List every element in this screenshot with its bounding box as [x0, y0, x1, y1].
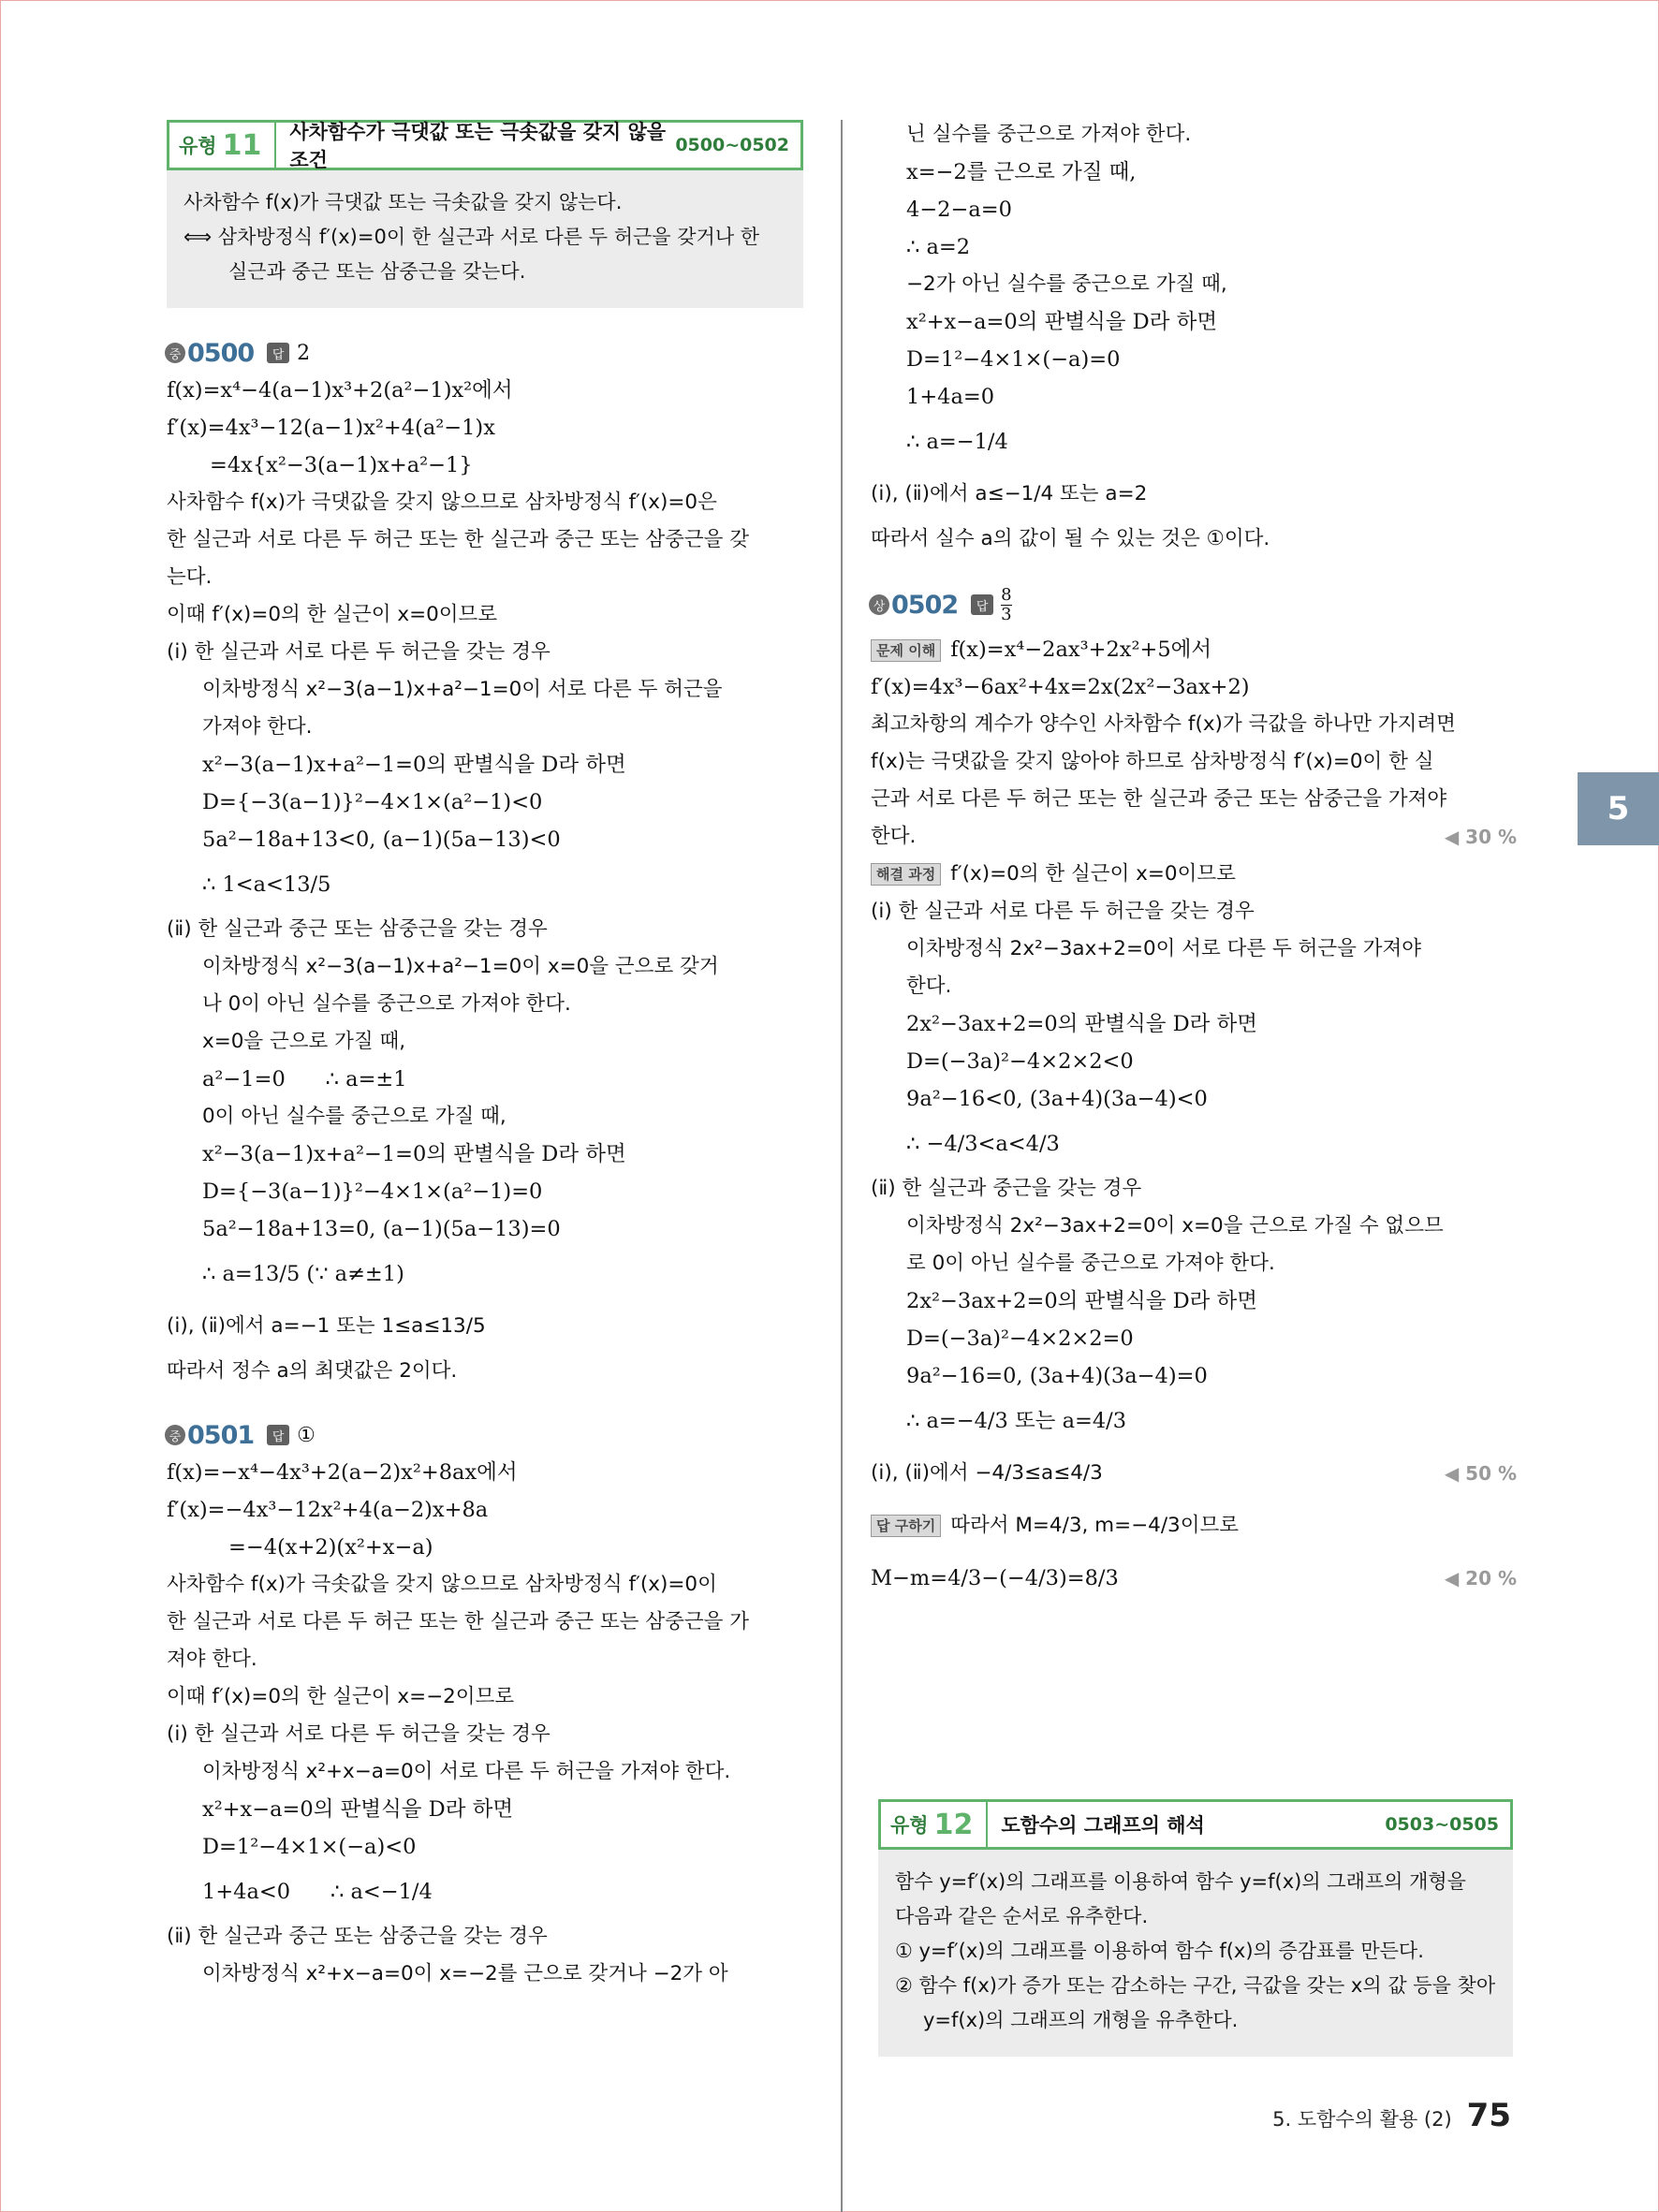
- summary-line: 다음과 같은 순서로 유추한다.: [895, 1905, 1149, 1927]
- solution-line: 사차함수 f(x)가 극솟값을 갖지 않으므로 삼차방정식 f′(x)=0이: [167, 1573, 717, 1596]
- answer-tag: 답: [971, 594, 993, 615]
- solution-line: 0이 아닌 실수를 중근으로 가질 때,: [202, 1105, 507, 1128]
- summary-line: 실근과 중근 또는 삼중근을 갖는다.: [228, 260, 526, 283]
- type11-number: 11: [222, 128, 262, 162]
- solution-line: 나 0이 아닌 실수를 중근으로 가져야 한다.: [202, 992, 571, 1016]
- solution-line: 져야 한다.: [167, 1648, 257, 1671]
- solution-line: x²+x−a=0의 판별식을 D라 하면: [202, 1797, 514, 1822]
- solution-line: f′(x)=4x³−12(a−1)x²+4(a²−1)x: [167, 416, 495, 440]
- solution-line: f′(x)=4x³−6ax²+4x=2x(2x²−3ax+2): [871, 675, 1250, 699]
- solution-line: M−m=4/3−(−4/3)=8/3: [871, 1566, 1119, 1590]
- solution-line: D={−3(a−1)}²−4×1×(a²−1)<0: [202, 790, 543, 814]
- solution-line: =−4(x+2)(x²+x−a): [228, 1535, 433, 1560]
- type12-summary: [878, 1850, 1513, 2057]
- type11-summary: [167, 170, 803, 308]
- column-divider: [841, 120, 843, 2212]
- solution-line: (ⅰ), (ⅱ)에서 −4/3≤a≤4/3: [871, 1461, 1103, 1485]
- type11-header: [167, 120, 803, 170]
- score-percent: ◀ 50 %: [1444, 1462, 1517, 1485]
- solution-line: ∴ a=13/5 (∵ a≠±1): [202, 1262, 404, 1286]
- solution-line: (ⅰ) 한 실근과 서로 다른 두 허근을 갖는 경우: [167, 1722, 551, 1746]
- solution-line: ∴ a=−4/3 또는 a=4/3: [906, 1409, 1127, 1433]
- type12-range: 0503~0505: [1385, 1814, 1499, 1835]
- solution-line: 따라서 정수 a의 최댓값은 2이다.: [167, 1359, 458, 1383]
- chapter-tab: 5: [1578, 772, 1659, 845]
- level-icon: 중: [165, 1425, 185, 1445]
- solution-line: D=(−3a)²−4×2×2<0: [906, 1049, 1134, 1074]
- step-tag-understand: 문제 이해: [871, 639, 941, 662]
- solution-line: ∴ −4/3<a<4/3: [906, 1132, 1060, 1156]
- problem-number: 0501: [187, 1420, 255, 1450]
- solution-line: 닌 실수를 중근으로 가져야 한다.: [906, 123, 1192, 146]
- solution-line: ∴ 1<a<13/5: [202, 872, 331, 897]
- answer-tag: 답: [267, 1425, 289, 1445]
- solution-line: 최고차항의 계수가 양수인 사차함수 f(x)가 극값을 하나만 가지려면: [871, 712, 1456, 736]
- problem-header: [165, 334, 803, 372]
- solution-line: 사차함수 f(x)가 극댓값을 갖지 않으므로 삼차방정식 f′(x)=0은: [167, 491, 717, 514]
- solution-line: 이때 f′(x)=0의 한 실근이 x=0이므로: [167, 603, 498, 626]
- level-icon: 중: [165, 343, 185, 363]
- solution-line: (ⅰ) 한 실근과 서로 다른 두 허근을 갖는 경우: [167, 640, 551, 664]
- solution-line: 4−2−a=0: [906, 198, 1012, 222]
- problem-0501: [167, 1416, 803, 1993]
- solution-line: ∴ a=2: [906, 235, 971, 259]
- problem-0500: [167, 334, 803, 1390]
- solution-row: [871, 818, 1517, 856]
- solution-line: 따라서 실수 a의 값이 될 수 있는 것은 ①이다.: [871, 527, 1270, 550]
- summary-line: ⟺ 삼차방정식 f′(x)=0이 한 실근과 서로 다른 두 허근을 갖거나 한: [184, 226, 760, 248]
- page-number: 75: [1466, 2097, 1511, 2134]
- problem-header: [165, 1416, 803, 1454]
- score-percent: ◀ 30 %: [1444, 826, 1517, 848]
- answer-denominator: 3: [1001, 604, 1012, 624]
- solution-line: ∴ a=−1/4: [906, 430, 1008, 454]
- solution-line: f′(x)=−4x³−12x²+4(a−2)x+8a: [167, 1498, 489, 1522]
- solution-line: 9a²−16=0, (3a+4)(3a−4)=0: [906, 1364, 1208, 1388]
- solution-line: 1+4a=0: [906, 385, 995, 409]
- solution-line: 이차방정식 x²+x−a=0이 서로 다른 두 허근을 가져야 한다.: [202, 1760, 731, 1783]
- solution-row: [871, 1552, 1517, 1604]
- step-tag-answer: 답 구하기: [871, 1515, 941, 1537]
- solution-line: 2x²−3ax+2=0의 판별식을 D라 하면: [906, 1289, 1258, 1313]
- solution-line: f′(x)=0의 한 실근이 x=0이므로: [950, 862, 1236, 886]
- summary-line: y=f(x)의 그래프의 개형을 유추한다.: [923, 2009, 1239, 2031]
- solution-line: 5a²−18a+13=0, (a−1)(5a−13)=0: [202, 1217, 561, 1241]
- solution-line: D={−3(a−1)}²−4×1×(a²−1)=0: [202, 1179, 543, 1204]
- type12-badge: [881, 1802, 988, 1847]
- answer-value: 2: [297, 341, 311, 365]
- solution-line: D=1²−4×1×(−a)=0: [906, 347, 1121, 372]
- type12-header: [878, 1799, 1513, 1850]
- solution-line: D=1²−4×1×(−a)<0: [202, 1835, 417, 1859]
- solution-line: 1+4a<0 ∴ a<−1/4: [202, 1880, 433, 1904]
- solution-line: 2x²−3ax+2=0의 판별식을 D라 하면: [906, 1012, 1258, 1036]
- solution-line: (ⅱ) 한 실근과 중근 또는 삼중근을 갖는 경우: [167, 917, 548, 941]
- solution-line: 5a²−18a+13<0, (a−1)(5a−13)<0: [202, 828, 561, 852]
- solution-line: (ⅰ), (ⅱ)에서 a=−1 또는 1≤a≤13/5: [167, 1314, 486, 1338]
- solution-line: (ⅰ), (ⅱ)에서 a≤−1/4 또는 a=2: [871, 482, 1148, 505]
- solution-line: 한다.: [906, 974, 952, 998]
- solution-line: f(x)는 극댓값을 갖지 않아야 하므로 삼차방정식 f′(x)=0이 한 실: [871, 750, 1434, 773]
- solution-line: 이차방정식 2x²−3ax+2=0이 x=0을 근으로 가질 수 없으므: [906, 1214, 1444, 1238]
- solution-line: x=−2를 근으로 가질 때,: [906, 160, 1137, 184]
- solution-line: 로 0이 아닌 실수를 중근으로 가져야 한다.: [906, 1252, 1275, 1275]
- score-percent: ◀ 20 %: [1444, 1567, 1517, 1589]
- answer-tag: 답: [267, 343, 289, 363]
- solution-line: x²−3(a−1)x+a²−1=0의 판별식을 D라 하면: [202, 753, 626, 777]
- level-icon: 상: [869, 594, 889, 615]
- summary-line: ② 함수 f(x)가 증가 또는 감소하는 구간, 극값을 갖는 x의 값 등을 찾아: [895, 1974, 1496, 1997]
- summary-line: ① y=f′(x)의 그래프를 이용하여 함수 f(x)의 증감표를 만든다.: [895, 1940, 1424, 1962]
- solution-line: 는다.: [167, 565, 213, 589]
- type11-word: 유형: [179, 135, 217, 157]
- problem-0502: [871, 579, 1517, 1604]
- solution-line: 이차방정식 x²−3(a−1)x+a²−1=0이 서로 다른 두 허근을: [202, 678, 723, 701]
- solution-line: 이때 f′(x)=0의 한 실근이 x=−2이므로: [167, 1685, 515, 1708]
- solution-line: 한다.: [871, 825, 917, 848]
- solution-line: =4x{x²−3(a−1)x+a²−1}: [210, 453, 473, 477]
- problem-number: 0502: [891, 590, 959, 620]
- solution-line: a²−1=0 ∴ a=±1: [202, 1067, 407, 1091]
- solution-line: x=0을 근으로 가질 때,: [202, 1030, 406, 1053]
- step-tag-solve: 해결 과정: [871, 863, 941, 886]
- solution-line: x²−3(a−1)x+a²−1=0의 판별식을 D라 하면: [202, 1142, 626, 1166]
- type12-block: [878, 1799, 1513, 2057]
- solution-line: f(x)=x⁴−4(a−1)x³+2(a²−1)x²에서: [167, 378, 513, 403]
- solution-line: 근과 서로 다른 두 허근 또는 한 실근과 중근 또는 삼중근을 가져야: [871, 787, 1447, 811]
- footer-chapter: 5. 도함수의 활용 (2): [1272, 2108, 1452, 2131]
- type12-word: 유형: [890, 1814, 929, 1837]
- solution-line: (ⅱ) 한 실근과 중근을 갖는 경우: [871, 1177, 1142, 1200]
- page-footer: [1272, 2097, 1511, 2134]
- type11-range: 0500~0502: [675, 135, 789, 155]
- right-column: [871, 120, 1517, 1604]
- answer-fraction: [1001, 586, 1011, 624]
- solution-line: 이차방정식 x²−3(a−1)x+a²−1=0이 x=0을 근으로 갖거: [202, 955, 719, 978]
- solution-line: x²+x−a=0의 판별식을 D라 하면: [906, 310, 1218, 334]
- problem-number: 0500: [187, 338, 255, 368]
- solution-line: −2가 아닌 실수를 중근으로 가질 때,: [906, 272, 1227, 296]
- problem-header: [869, 579, 1517, 631]
- type11-title: 사차함수가 극댓값 또는 극솟값을 갖지 않을 조건: [289, 121, 667, 171]
- left-column: [167, 120, 803, 1993]
- solution-line: f(x)=x⁴−2ax³+2x²+5에서: [950, 637, 1212, 662]
- solution-line: 가져야 한다.: [202, 715, 313, 739]
- type12-title: 도함수의 그래프의 해석: [1001, 1814, 1205, 1837]
- solution-line: 한 실근과 서로 다른 두 허근 또는 한 실근과 중근 또는 삼중근을 가: [167, 1610, 750, 1633]
- type11-badge: [169, 123, 276, 168]
- solution-line: (ⅰ) 한 실근과 서로 다른 두 허근을 갖는 경우: [871, 900, 1255, 923]
- solution-line: (ⅱ) 한 실근과 중근 또는 삼중근을 갖는 경우: [167, 1925, 548, 1948]
- solution-line: 이차방정식 x²+x−a=0이 x=−2를 근으로 갖거나 −2가 아: [202, 1962, 728, 1985]
- type12-number: 12: [933, 1808, 974, 1841]
- summary-line: 사차함수 f(x)가 극댓값 또는 극솟값을 갖지 않는다.: [184, 191, 623, 213]
- solution-row: [871, 1447, 1517, 1500]
- solution-line: 따라서 M=4/3, m=−4/3이므로: [950, 1514, 1240, 1537]
- solution-line: 한 실근과 서로 다른 두 허근 또는 한 실근과 중근 또는 삼중근을 갖: [167, 528, 750, 551]
- summary-line: 함수 y=f′(x)의 그래프를 이용하여 함수 y=f(x)의 그래프의 개형을: [895, 1870, 1466, 1893]
- solution-line: f(x)=−x⁴−4x³+2(a−2)x²+8ax에서: [167, 1460, 518, 1485]
- solution-line: D=(−3a)²−4×2×2=0: [906, 1326, 1134, 1351]
- solution-line: 이차방정식 2x²−3ax+2=0이 서로 다른 두 허근을 가져야: [906, 937, 1422, 960]
- answer-numerator: 8: [1001, 584, 1012, 605]
- answer-value: ①: [297, 1423, 316, 1447]
- solution-line: 9a²−16<0, (3a+4)(3a−4)<0: [906, 1087, 1208, 1111]
